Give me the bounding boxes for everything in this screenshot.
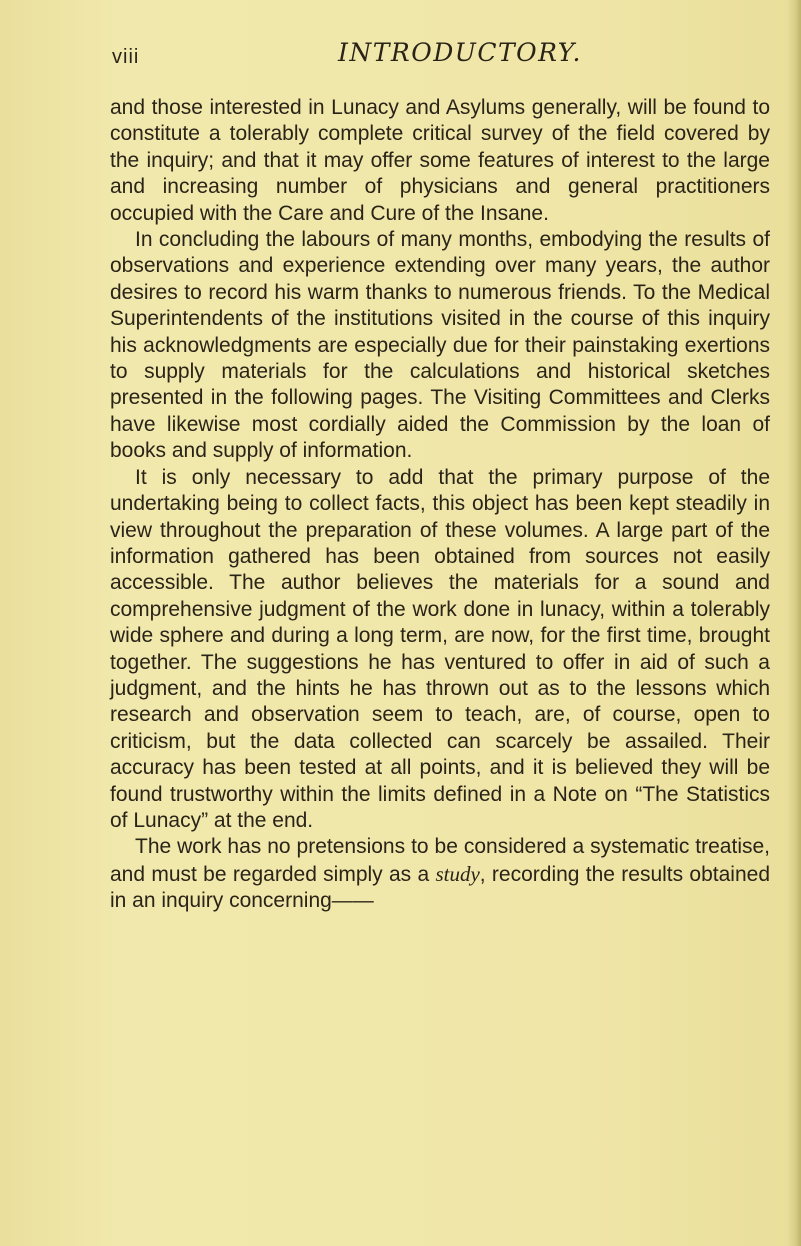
paragraph: and those interested in Lunacy and Asylums generally, will be found to constitute a tolerably complete critical survey of the field covered by the inquiry; and that it may offer some features of interest to the large and increasing number of physicians and general practitioners occupied with the Care and Cure of the Insane. (110, 96, 770, 225)
paragraph: It is only necessary to add that the primary purpose of the undertaking being to collect facts, this object has been kept steadily in view throughout the preparation of these volumes. A large part of the information gathered has been obtained from sources not easily accessible. The author believes the materials for a sound and comprehensive judgment of the work done in lunacy, within a tolerably wide sphere and during a long term, are now, for the first time, brought together. The suggestions he has ventured to offer in aid of such a judgment, and the hints he has thrown out as to the lessons which research and observation seem to teach, are, of course, open to criticism, but the data collected can scarcely be assailed. Their accuracy has been tested at all points, and it is believed they will be found trustworthy within the limits defined in a Note on “The Statistics of Lunacy” at the end. (110, 465, 770, 832)
page-header (0, 38, 801, 78)
page-edge-shadow (787, 0, 801, 1246)
paragraph-text: , recording the results obtained in an inquiry concerning—— (110, 862, 770, 913)
body-text (110, 95, 770, 915)
paragraph: In concluding the labours of many months, embodying the results of observations and experience extending over many years, the author desires to record his warm thanks to numerous friends. To the Medical Superintendents of the institutions visited in the course of this inquiry his acknowledgments are especially due for their painstaking exertions to supply materials for the calculations and historical sketches presented in the following pages. The Visiting Committees and Clerks have likewise most cordially aided the Commission by the loan of books and supply of information. (110, 228, 770, 463)
running-head: INTRODUCTORY. (338, 38, 582, 67)
emphasis-study: study (435, 861, 480, 886)
paragraph-text: The work has no pretensions to be considered a systematic treatise, and must be regarded simply as a (110, 835, 770, 886)
page-number: viii (112, 46, 140, 68)
paragraph (110, 834, 770, 914)
